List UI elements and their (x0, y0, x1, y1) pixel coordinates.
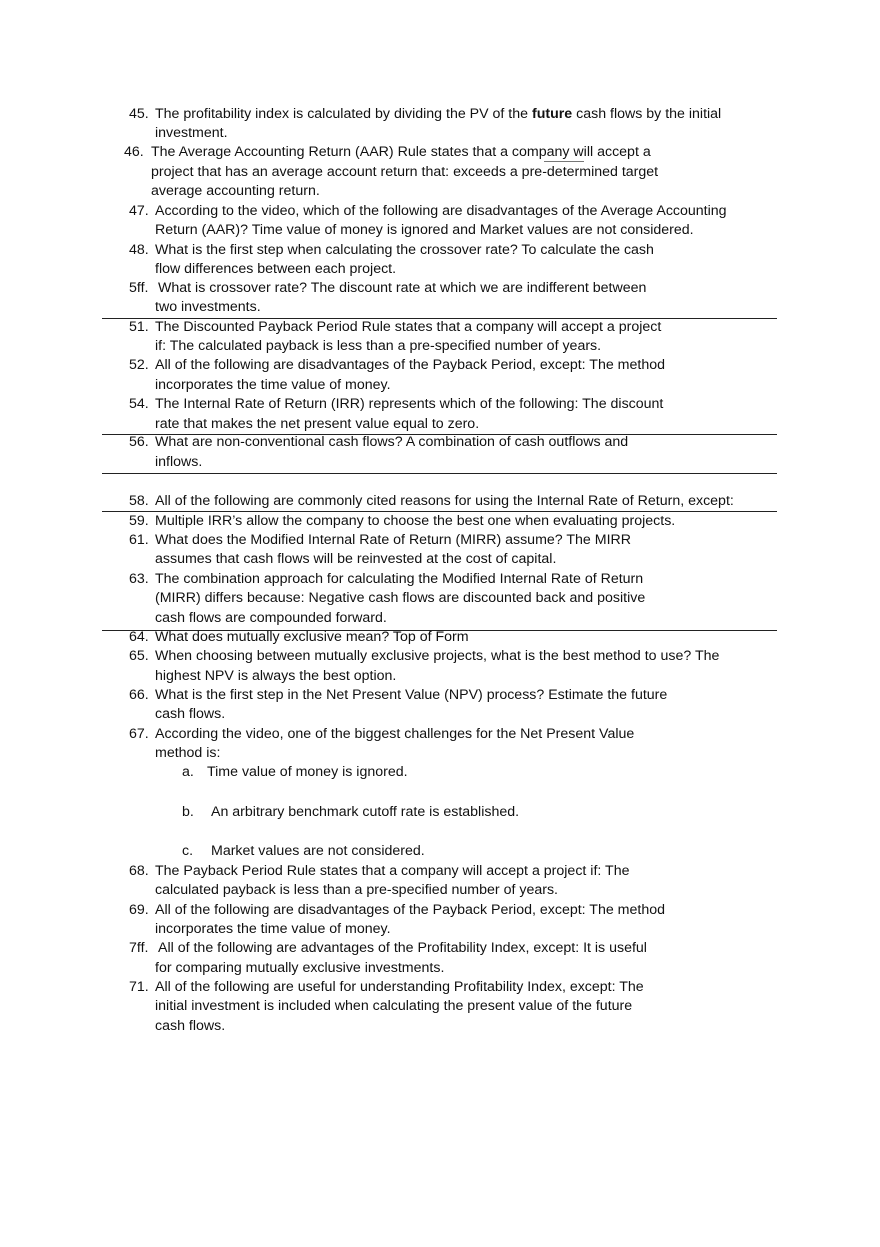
question-text: (MIRR) differs because: Negative cash flows are discounted back and positive (155, 590, 646, 606)
question-text: rate that makes the net present value equal to zero. (155, 416, 480, 432)
option-text: Market values are not considered. (211, 843, 425, 859)
question-text: Multiple IRR’s allow the company to choose the best one when evaluating projects. (155, 513, 676, 529)
question-text-part: The profitability index is calculated by dividing the PV of the (155, 106, 532, 122)
item-number: 51. (129, 319, 149, 335)
item-number: 5ff. (129, 280, 149, 296)
item-number: 52. (129, 357, 149, 373)
item-number: 69. (129, 902, 149, 918)
horizontal-rule (102, 473, 777, 474)
question-text: incorporates the time value of money. (155, 377, 391, 393)
question-text: According to the video, which of the following are disadvantages of the Average Accounting (155, 203, 727, 219)
question-text: investment. (155, 125, 228, 141)
question-text (155, 105, 721, 124)
question-text: average accounting return. (151, 183, 320, 199)
question-text: All of the following are commonly cited reasons for using the Internal Rate of Return, except: (155, 493, 734, 509)
question-text: When choosing between mutually exclusive projects, what is the best method to use? The (155, 648, 720, 664)
question-text: According the video, one of the biggest challenges for the Net Present Value (155, 726, 635, 742)
question-text: project that has an average account return that: exceeds a pre-determined target (151, 164, 659, 180)
question-text: All of the following are useful for understanding Profitability Index, except: The (155, 979, 644, 995)
item-number: 59. (129, 513, 149, 529)
item-number: 48. (129, 242, 149, 258)
spell-check-underline (544, 161, 584, 162)
item-number: 61. (129, 532, 149, 548)
item-number: 45. (129, 106, 149, 122)
item-number: 47. (129, 203, 149, 219)
item-number: 63. (129, 571, 149, 587)
item-number: 71. (129, 979, 149, 995)
question-text: method is: (155, 745, 221, 761)
item-number: 54. (129, 396, 149, 412)
item-number: 68. (129, 863, 149, 879)
question-text: Return (AAR)? Time value of money is ignored and Market values are not considered. (155, 222, 694, 238)
question-text: initial investment is included when calculating the present value of the future (155, 998, 633, 1014)
question-text: The Payback Period Rule states that a company will accept a project if: The (155, 863, 630, 879)
question-text: What is crossover rate? The discount rate at which we are indifferent between (158, 280, 647, 296)
question-text: The combination approach for calculating the Modified Internal Rate of Return (155, 571, 644, 587)
question-text: highest NPV is always the best option. (155, 668, 397, 684)
item-number: 66. (129, 687, 149, 703)
question-text: The Average Accounting Return (AAR) Rule states that a company will accept a (151, 144, 651, 160)
question-text: cash flows are compounded forward. (155, 610, 387, 626)
question-text: flow differences between each project. (155, 261, 397, 277)
question-text: if: The calculated payback is less than a pre-specified number of years. (155, 338, 602, 354)
option-letter: c. (182, 843, 194, 859)
question-text: inflows. (155, 454, 203, 470)
question-text: for comparing mutually exclusive investments. (155, 960, 445, 976)
question-text: All of the following are disadvantages of the Payback Period, except: The method (155, 902, 666, 918)
question-text: incorporates the time value of money. (155, 921, 391, 937)
question-text: What is the first step when calculating the crossover rate? To calculate the cash (155, 242, 654, 258)
question-text-part: cash flows by the initial (572, 106, 722, 122)
option-text: An arbitrary benchmark cutoff rate is established. (211, 804, 520, 820)
question-text: What does the Modified Internal Rate of Return (MIRR) assume? The MIRR (155, 532, 632, 548)
question-text: All of the following are advantages of the Profitability Index, except: It is useful (158, 940, 647, 956)
question-text: The Discounted Payback Period Rule states that a company will accept a project (155, 319, 662, 335)
question-text: All of the following are disadvantages of the Payback Period, except: The method (155, 357, 666, 373)
option-letter: a. (182, 764, 194, 780)
option-text: Time value of money is ignored. (207, 764, 408, 780)
question-text: What is the first step in the Net Present Value (NPV) process? Estimate the future (155, 687, 668, 703)
emphasized-word: future (531, 106, 573, 122)
question-text: What does mutually exclusive mean? Top of Form (155, 629, 469, 645)
question-text: cash flows. (155, 1018, 226, 1034)
item-number: 65. (129, 648, 149, 664)
item-number: 67. (129, 726, 149, 742)
item-number: 7ff. (129, 940, 149, 956)
item-number: 58. (129, 493, 149, 509)
question-text: cash flows. (155, 706, 226, 722)
question-text: What are non-conventional cash flows? A combination of cash outflows and (155, 434, 629, 450)
item-number: 56. (129, 434, 149, 450)
question-text: assumes that cash flows will be reinvested at the cost of capital. (155, 551, 557, 567)
question-text: two investments. (155, 299, 261, 315)
question-text: calculated payback is less than a pre-specified number of years. (155, 882, 558, 898)
item-number: 64. (129, 629, 149, 645)
question-text: The Internal Rate of Return (IRR) represents which of the following: The discount (155, 396, 664, 412)
option-letter: b. (182, 804, 194, 820)
item-number: 46. (124, 144, 144, 160)
